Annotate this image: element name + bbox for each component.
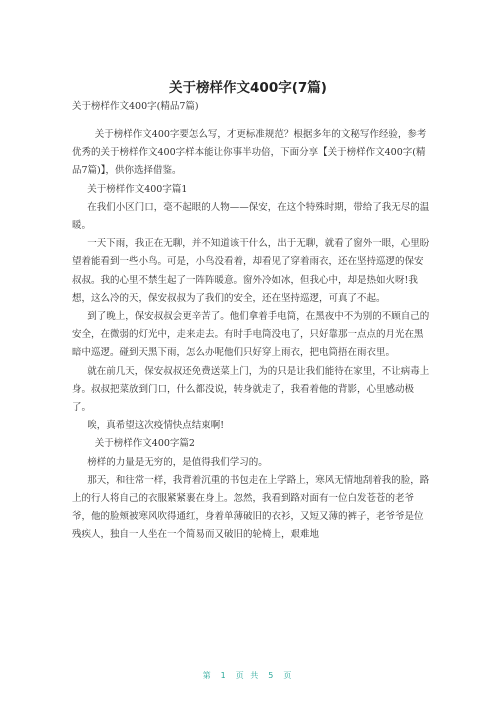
body-paragraph: 一天下雨，我正在无聊，并不知道该干什么，出于无聊，就看了窗外一眼，心里盼望着能看到一些小鸟。可是，小鸟没看着，却看见了穿着雨衣，还在坚持巡逻的保安叔叔。我的心里不禁生起了一阵阵暖意。窗外冷如冰，但我心中，却是热如火呀!我想，这么冷的天，保安叔叔为了我们的安全，还在坚持巡逻，可真了不起。	[72, 238, 430, 304]
intro-paragraph: 关于榜样作文400字要怎么写，才更标准规范？根据多年的文秘写作经验，参考优秀的关于榜样作文400字样本能让你事半功倍，下面分享【关于榜样作文400字(精品7篇)】，供你选择借鉴。	[72, 129, 427, 177]
footer-suffix: 页	[283, 671, 294, 680]
body-paragraph: 到了晚上，保安叔叔会更辛苦了。他们拿着手电筒，在黑夜中不为别的不顾自己的安全，在微弱的灯光中，走来走去。有时手电筒没电了，只好靠那一点点的月光在黑暗中巡逻。碰到天黑下雨，怎么办呢他们只好穿上雨衣，把电筒捂在雨衣里。	[72, 311, 430, 359]
section-heading-1: 关于榜样作文400字篇1	[87, 183, 188, 195]
footer-middle: 页 共	[235, 671, 261, 680]
document-body	[72, 126, 432, 545]
footer-total-pages: 5	[268, 671, 276, 680]
body-paragraph: 那天，和往常一样，我背着沉重的书包走在上学路上，寒风无情地刮着我的脸，路上的行人将自己的衣服紧紧裹在身上。忽然，我看到路对面有一位白发苍苍的老爷爷，他的脸颊被寒风吹得通红，身着单薄破旧的衣衫，又短又薄的裤子，老爷爷是位残疾人，独自一人坐在一个简易而又破旧的轮椅上，艰难地	[72, 474, 430, 541]
section-heading-2: 关于榜样作文400字篇2	[94, 438, 195, 450]
document-subtitle: 关于榜样作文400字(精品7篇)	[72, 101, 199, 112]
body-paragraph: 唉，真希望这次疫情快点结束啊!	[87, 420, 225, 432]
body-paragraph: 就在前几天，保安叔叔还免费送菜上门，为的只是让我们能待在家里，不让病毒上身。叔叔把菜放到门口，什么都没说，转身就走了，我看着他的背影，心里感动极了。	[72, 365, 430, 414]
footer-prefix: 第	[202, 671, 213, 680]
body-paragraph: 在我们小区门口，毫不起眼的人物——保安，在这个特殊时期，带给了我无尽的温暖。	[72, 201, 430, 232]
page-footer	[0, 670, 496, 681]
footer-page-number: 1	[220, 671, 228, 680]
document-title: 关于榜样作文400字(7篇)	[169, 80, 327, 96]
body-paragraph: 榜样的力量是无穷的，是值得我们学习的。	[87, 456, 268, 468]
